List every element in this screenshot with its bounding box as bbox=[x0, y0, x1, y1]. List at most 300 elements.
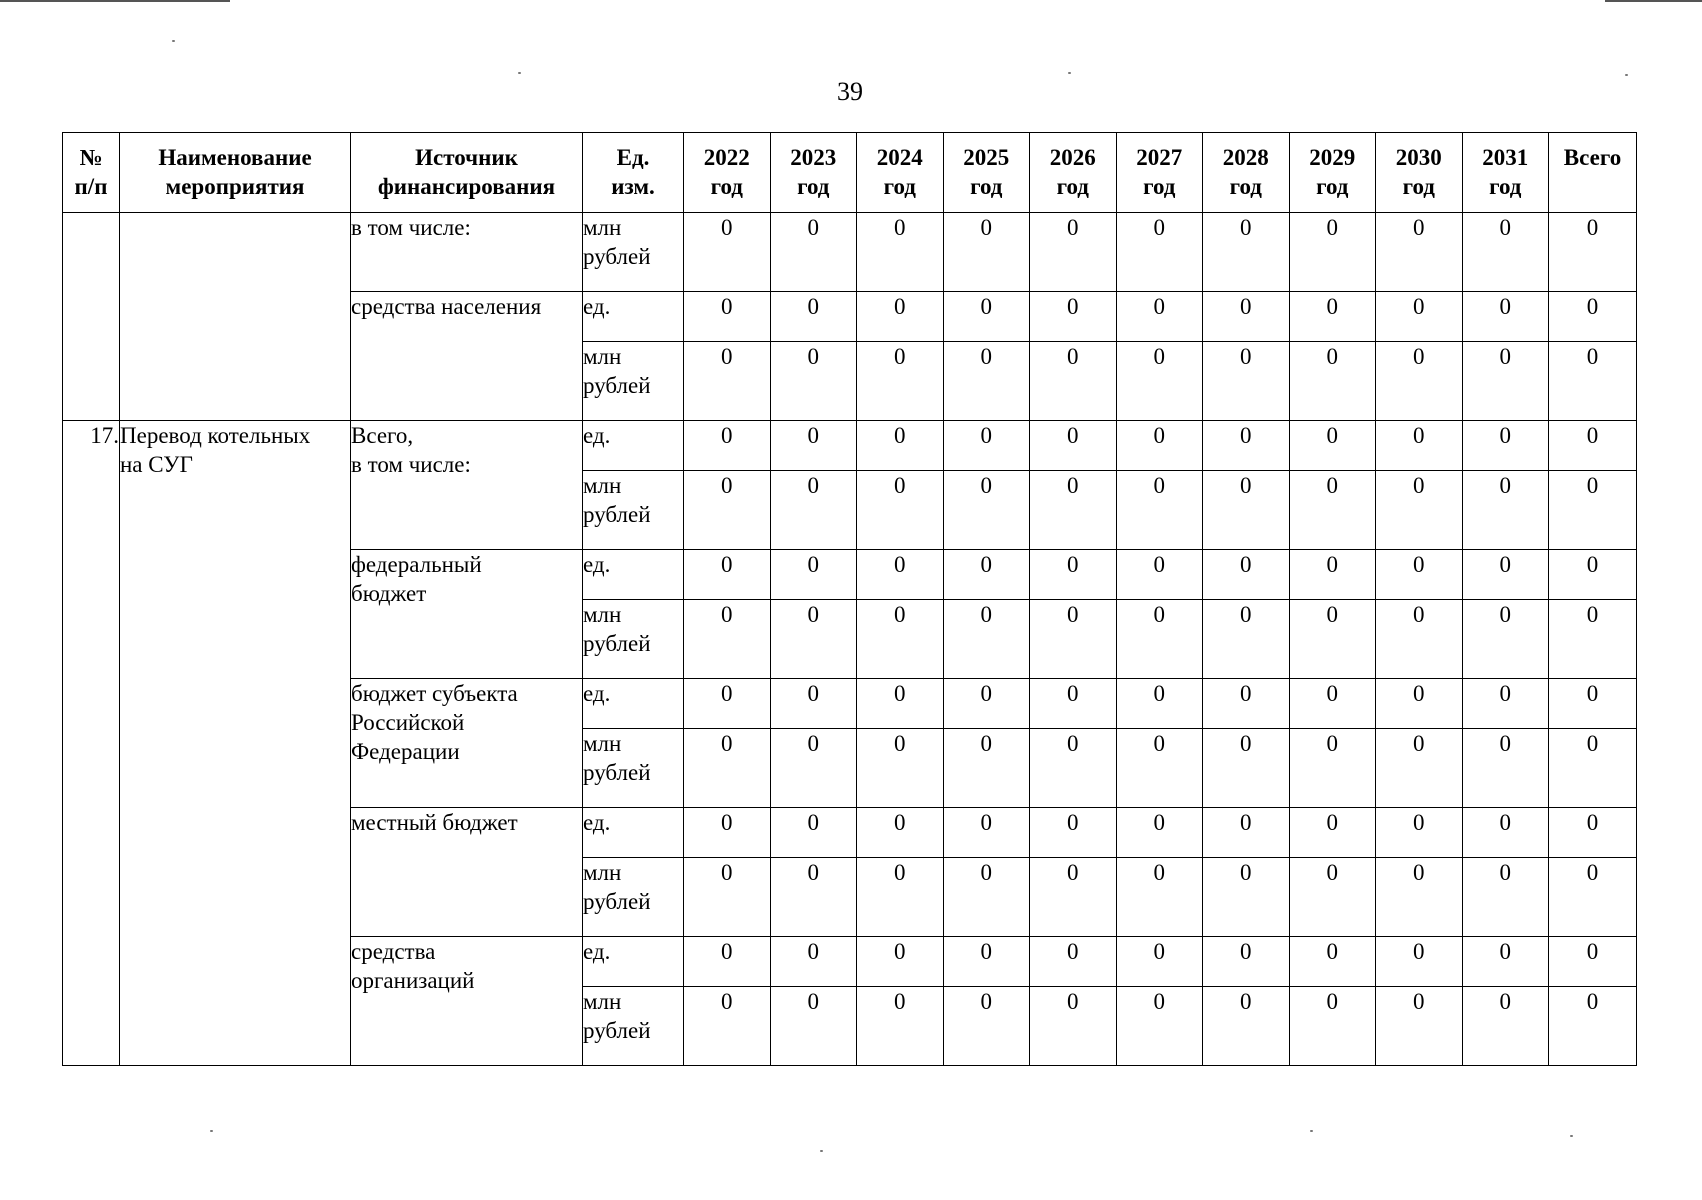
unit-cell bbox=[583, 679, 684, 729]
year-value-cell-text: 0 bbox=[1499, 215, 1511, 240]
year-value-cell-text: 0 bbox=[1240, 939, 1252, 964]
year-value-cell bbox=[1289, 808, 1376, 858]
year-value-cell bbox=[1462, 937, 1549, 987]
year-value-cell bbox=[684, 937, 771, 987]
unit-cell-text: млн рублей bbox=[583, 473, 651, 527]
year-value-cell bbox=[770, 550, 857, 600]
year-value-cell bbox=[1289, 421, 1376, 471]
year-value-cell-text: 0 bbox=[807, 215, 819, 240]
year-value-cell-text: 0 bbox=[980, 215, 992, 240]
year-value-cell-text: 0 bbox=[1153, 552, 1165, 577]
year-value-cell bbox=[1376, 600, 1463, 679]
year-value-cell-text: 0 bbox=[894, 681, 906, 706]
year-value-cell-text: 0 bbox=[1413, 860, 1425, 885]
year-value-cell-text: 0 bbox=[1240, 423, 1252, 448]
year-value-cell bbox=[1116, 987, 1203, 1066]
year-value-cell-text: 0 bbox=[980, 989, 992, 1014]
year-value-cell bbox=[857, 937, 944, 987]
year-value-cell-text: 0 bbox=[1326, 423, 1338, 448]
year-value-cell bbox=[684, 471, 771, 550]
year-value-cell bbox=[1116, 600, 1203, 679]
name-cell-empty bbox=[120, 213, 351, 421]
scan-speck bbox=[210, 1130, 213, 1132]
year-value-cell-text: 0 bbox=[1326, 552, 1338, 577]
year-value-cell bbox=[1203, 421, 1290, 471]
year-value-cell bbox=[1203, 550, 1290, 600]
total-value-cell bbox=[1549, 342, 1637, 421]
unit-cell-text: млн рублей bbox=[583, 602, 651, 656]
year-value-cell-text: 0 bbox=[721, 344, 733, 369]
year-value-cell bbox=[1203, 679, 1290, 729]
year-value-cell-text: 0 bbox=[721, 602, 733, 627]
year-value-cell bbox=[684, 292, 771, 342]
year-value-cell-text: 0 bbox=[721, 552, 733, 577]
year-value-cell-text: 0 bbox=[894, 731, 906, 756]
year-value-cell-text: 0 bbox=[1153, 602, 1165, 627]
year-value-cell bbox=[1203, 471, 1290, 550]
year-value-cell-text: 0 bbox=[1413, 473, 1425, 498]
source-cell bbox=[351, 292, 583, 421]
year-value-cell-text: 0 bbox=[721, 473, 733, 498]
year-value-cell-text: 0 bbox=[1499, 939, 1511, 964]
year-value-cell bbox=[857, 729, 944, 808]
year-value-cell bbox=[857, 858, 944, 937]
header-year: 2022 год bbox=[684, 133, 771, 213]
year-value-cell-text: 0 bbox=[1153, 215, 1165, 240]
scan-speck bbox=[1625, 74, 1628, 76]
year-value-cell-text: 0 bbox=[1499, 344, 1511, 369]
year-value-cell-text: 0 bbox=[980, 860, 992, 885]
year-value-cell-text: 0 bbox=[1153, 731, 1165, 756]
year-value-cell bbox=[943, 471, 1030, 550]
total-value-cell-text: 0 bbox=[1586, 215, 1599, 240]
year-value-cell-text: 0 bbox=[1240, 860, 1252, 885]
header-source: Источник финансирования bbox=[351, 133, 583, 213]
year-value-cell-text: 0 bbox=[1499, 473, 1511, 498]
year-value-cell bbox=[1203, 937, 1290, 987]
year-value-cell bbox=[1376, 213, 1463, 292]
unit-cell bbox=[583, 421, 684, 471]
scan-top-rule-right bbox=[1605, 0, 1702, 2]
total-value-cell bbox=[1549, 600, 1637, 679]
year-value-cell-text: 0 bbox=[807, 423, 819, 448]
unit-cell bbox=[583, 292, 684, 342]
year-value-cell-text: 0 bbox=[894, 602, 906, 627]
year-value-cell-text: 0 bbox=[980, 939, 992, 964]
year-value-cell bbox=[1462, 729, 1549, 808]
year-value-cell bbox=[943, 600, 1030, 679]
year-value-cell bbox=[857, 421, 944, 471]
header-year: 2030 год bbox=[1376, 133, 1463, 213]
year-value-cell bbox=[770, 987, 857, 1066]
year-value-cell bbox=[857, 679, 944, 729]
total-value-cell bbox=[1549, 808, 1637, 858]
source-cell-text: в том числе: bbox=[351, 215, 471, 240]
year-value-cell-text: 0 bbox=[1326, 810, 1338, 835]
year-value-cell bbox=[684, 342, 771, 421]
year-value-cell-text: 0 bbox=[894, 215, 906, 240]
year-value-cell bbox=[1376, 292, 1463, 342]
year-value-cell bbox=[1462, 342, 1549, 421]
header-row bbox=[63, 133, 1637, 213]
year-value-cell bbox=[943, 858, 1030, 937]
year-value-cell bbox=[1116, 729, 1203, 808]
year-value-cell-text: 0 bbox=[721, 989, 733, 1014]
year-value-cell bbox=[1203, 858, 1290, 937]
year-value-cell-text: 0 bbox=[1499, 294, 1511, 319]
year-value-cell bbox=[943, 342, 1030, 421]
year-value-cell bbox=[1203, 729, 1290, 808]
total-value-cell bbox=[1549, 937, 1637, 987]
year-value-cell bbox=[857, 213, 944, 292]
year-value-cell-text: 0 bbox=[1499, 602, 1511, 627]
year-value-cell-text: 0 bbox=[1153, 860, 1165, 885]
total-value-cell-text: 0 bbox=[1586, 939, 1599, 964]
year-value-cell-text: 0 bbox=[1326, 989, 1338, 1014]
unit-cell bbox=[583, 600, 684, 679]
year-value-cell bbox=[943, 679, 1030, 729]
year-value-cell bbox=[1030, 679, 1117, 729]
year-value-cell-text: 0 bbox=[807, 810, 819, 835]
year-value-cell-text: 0 bbox=[1413, 215, 1425, 240]
header-year: 2024 год bbox=[857, 133, 944, 213]
year-value-cell bbox=[770, 292, 857, 342]
total-value-cell-text: 0 bbox=[1586, 860, 1599, 885]
year-value-cell-text: 0 bbox=[1153, 681, 1165, 706]
year-value-cell bbox=[684, 808, 771, 858]
unit-cell-text: ед. bbox=[583, 681, 611, 706]
year-value-cell-text: 0 bbox=[1240, 989, 1252, 1014]
year-value-cell bbox=[1030, 342, 1117, 421]
year-value-cell bbox=[1289, 729, 1376, 808]
year-value-cell bbox=[1376, 342, 1463, 421]
year-value-cell bbox=[1462, 808, 1549, 858]
year-value-cell-text: 0 bbox=[894, 989, 906, 1014]
year-value-cell-text: 0 bbox=[1240, 681, 1252, 706]
source-cell bbox=[351, 679, 583, 808]
year-value-cell bbox=[1116, 342, 1203, 421]
year-value-cell bbox=[1376, 421, 1463, 471]
header-name: Наименование мероприятия bbox=[120, 133, 351, 213]
year-value-cell bbox=[1462, 858, 1549, 937]
year-value-cell-text: 0 bbox=[1413, 939, 1425, 964]
year-value-cell-text: 0 bbox=[1067, 344, 1079, 369]
year-value-cell bbox=[1376, 679, 1463, 729]
scan-speck bbox=[1068, 72, 1071, 74]
year-value-cell bbox=[1462, 292, 1549, 342]
year-value-cell bbox=[1030, 550, 1117, 600]
unit-cell bbox=[583, 808, 684, 858]
unit-cell bbox=[583, 858, 684, 937]
year-value-cell-text: 0 bbox=[1153, 423, 1165, 448]
year-value-cell-text: 0 bbox=[1067, 681, 1079, 706]
year-value-cell-text: 0 bbox=[1240, 552, 1252, 577]
year-value-cell-text: 0 bbox=[1413, 731, 1425, 756]
year-value-cell bbox=[1289, 292, 1376, 342]
year-value-cell bbox=[857, 808, 944, 858]
header-total: Всего bbox=[1549, 133, 1637, 213]
year-value-cell bbox=[1376, 808, 1463, 858]
year-value-cell bbox=[1376, 937, 1463, 987]
unit-cell-text: ед. bbox=[583, 552, 611, 577]
year-value-cell-text: 0 bbox=[807, 681, 819, 706]
item-number-cell-text: 17. bbox=[90, 423, 119, 448]
unit-cell-text: млн рублей bbox=[583, 989, 651, 1043]
year-value-cell bbox=[857, 600, 944, 679]
year-value-cell-text: 0 bbox=[807, 473, 819, 498]
year-value-cell-text: 0 bbox=[980, 294, 992, 319]
year-value-cell bbox=[684, 421, 771, 471]
year-value-cell bbox=[684, 729, 771, 808]
year-value-cell bbox=[1116, 292, 1203, 342]
year-value-cell-text: 0 bbox=[1499, 552, 1511, 577]
header-year: 2031 год bbox=[1462, 133, 1549, 213]
year-value-cell-text: 0 bbox=[1413, 552, 1425, 577]
year-value-cell-text: 0 bbox=[894, 423, 906, 448]
table-row bbox=[63, 213, 1637, 292]
year-value-cell-text: 0 bbox=[980, 731, 992, 756]
year-value-cell bbox=[684, 213, 771, 292]
total-value-cell-text: 0 bbox=[1586, 473, 1599, 498]
year-value-cell bbox=[857, 550, 944, 600]
financing-table bbox=[62, 132, 1637, 1066]
year-value-cell bbox=[1030, 808, 1117, 858]
year-value-cell bbox=[1376, 550, 1463, 600]
year-value-cell-text: 0 bbox=[1413, 810, 1425, 835]
year-value-cell bbox=[943, 937, 1030, 987]
year-value-cell-text: 0 bbox=[894, 860, 906, 885]
year-value-cell-text: 0 bbox=[807, 989, 819, 1014]
year-value-cell bbox=[1030, 213, 1117, 292]
unit-cell-text: млн рублей bbox=[583, 344, 651, 398]
scan-speck bbox=[820, 1150, 823, 1152]
scan-speck bbox=[172, 40, 175, 42]
year-value-cell bbox=[1030, 600, 1117, 679]
total-value-cell-text: 0 bbox=[1586, 423, 1599, 448]
year-value-cell bbox=[770, 213, 857, 292]
year-value-cell-text: 0 bbox=[1067, 939, 1079, 964]
year-value-cell-text: 0 bbox=[1153, 989, 1165, 1014]
year-value-cell bbox=[1289, 213, 1376, 292]
num-cell-empty bbox=[63, 213, 120, 421]
year-value-cell bbox=[1030, 292, 1117, 342]
year-value-cell-text: 0 bbox=[980, 810, 992, 835]
year-value-cell bbox=[943, 421, 1030, 471]
year-value-cell bbox=[1376, 858, 1463, 937]
year-value-cell-text: 0 bbox=[807, 731, 819, 756]
year-value-cell-text: 0 bbox=[807, 939, 819, 964]
year-value-cell-text: 0 bbox=[1240, 215, 1252, 240]
year-value-cell-text: 0 bbox=[894, 473, 906, 498]
header-year: 2025 год bbox=[943, 133, 1030, 213]
year-value-cell-text: 0 bbox=[1499, 810, 1511, 835]
year-value-cell bbox=[943, 808, 1030, 858]
source-cell bbox=[351, 213, 583, 292]
unit-cell-text: ед. bbox=[583, 423, 611, 448]
year-value-cell bbox=[943, 292, 1030, 342]
year-value-cell-text: 0 bbox=[1067, 473, 1079, 498]
year-value-cell-text: 0 bbox=[1499, 423, 1511, 448]
year-value-cell bbox=[1462, 679, 1549, 729]
year-value-cell bbox=[770, 600, 857, 679]
year-value-cell-text: 0 bbox=[1326, 294, 1338, 319]
year-value-cell-text: 0 bbox=[980, 602, 992, 627]
year-value-cell bbox=[1116, 937, 1203, 987]
year-value-cell-text: 0 bbox=[807, 344, 819, 369]
year-value-cell bbox=[857, 987, 944, 1066]
year-value-cell-text: 0 bbox=[894, 294, 906, 319]
year-value-cell bbox=[1116, 213, 1203, 292]
year-value-cell-text: 0 bbox=[1067, 215, 1079, 240]
unit-cell-text: ед. bbox=[583, 939, 611, 964]
total-value-cell bbox=[1549, 292, 1637, 342]
year-value-cell-text: 0 bbox=[894, 552, 906, 577]
year-value-cell bbox=[1116, 858, 1203, 937]
total-value-cell bbox=[1549, 421, 1637, 471]
source-cell-text: местный бюджет bbox=[351, 810, 518, 835]
year-value-cell-text: 0 bbox=[721, 215, 733, 240]
table-body bbox=[63, 213, 1637, 1066]
header-year: 2029 год bbox=[1289, 133, 1376, 213]
year-value-cell bbox=[1376, 471, 1463, 550]
year-value-cell-text: 0 bbox=[1067, 989, 1079, 1014]
year-value-cell bbox=[1203, 808, 1290, 858]
year-value-cell bbox=[943, 213, 1030, 292]
year-value-cell bbox=[770, 808, 857, 858]
item-number-cell bbox=[63, 421, 120, 1066]
unit-cell-text: млн рублей bbox=[583, 731, 651, 785]
year-value-cell bbox=[1030, 987, 1117, 1066]
total-value-cell-text: 0 bbox=[1586, 344, 1599, 369]
unit-cell bbox=[583, 729, 684, 808]
header-year: 2027 год bbox=[1116, 133, 1203, 213]
total-value-cell-text: 0 bbox=[1586, 552, 1599, 577]
total-value-cell bbox=[1549, 858, 1637, 937]
year-value-cell bbox=[1203, 987, 1290, 1066]
year-value-cell bbox=[770, 471, 857, 550]
year-value-cell bbox=[770, 679, 857, 729]
year-value-cell bbox=[1203, 292, 1290, 342]
year-value-cell bbox=[770, 342, 857, 421]
year-value-cell-text: 0 bbox=[1499, 860, 1511, 885]
total-value-cell bbox=[1549, 213, 1637, 292]
year-value-cell-text: 0 bbox=[1326, 215, 1338, 240]
year-value-cell bbox=[770, 858, 857, 937]
year-value-cell-text: 0 bbox=[807, 552, 819, 577]
year-value-cell bbox=[1289, 600, 1376, 679]
year-value-cell-text: 0 bbox=[980, 344, 992, 369]
year-value-cell-text: 0 bbox=[1067, 423, 1079, 448]
total-value-cell-text: 0 bbox=[1586, 681, 1599, 706]
source-cell-text: Всего, в том числе: bbox=[351, 423, 471, 477]
total-value-cell bbox=[1549, 987, 1637, 1066]
year-value-cell bbox=[1462, 987, 1549, 1066]
year-value-cell-text: 0 bbox=[1413, 423, 1425, 448]
year-value-cell-text: 0 bbox=[1067, 810, 1079, 835]
header-year: 2023 год bbox=[770, 133, 857, 213]
year-value-cell-text: 0 bbox=[1326, 602, 1338, 627]
year-value-cell-text: 0 bbox=[1413, 344, 1425, 369]
year-value-cell bbox=[770, 937, 857, 987]
year-value-cell-text: 0 bbox=[1413, 681, 1425, 706]
year-value-cell-text: 0 bbox=[1067, 552, 1079, 577]
year-value-cell-text: 0 bbox=[1499, 731, 1511, 756]
year-value-cell bbox=[857, 342, 944, 421]
unit-cell-text: ед. bbox=[583, 810, 611, 835]
unit-cell bbox=[583, 471, 684, 550]
year-value-cell bbox=[1116, 471, 1203, 550]
year-value-cell-text: 0 bbox=[1240, 294, 1252, 319]
year-value-cell bbox=[1462, 600, 1549, 679]
source-cell-text: федеральный бюджет bbox=[351, 552, 482, 606]
unit-cell-text: млн рублей bbox=[583, 860, 651, 914]
year-value-cell-text: 0 bbox=[721, 681, 733, 706]
total-value-cell bbox=[1549, 729, 1637, 808]
year-value-cell bbox=[684, 600, 771, 679]
unit-cell bbox=[583, 937, 684, 987]
year-value-cell-text: 0 bbox=[721, 294, 733, 319]
header-year: 2026 год bbox=[1030, 133, 1117, 213]
year-value-cell bbox=[1376, 729, 1463, 808]
year-value-cell-text: 0 bbox=[1153, 344, 1165, 369]
year-value-cell-text: 0 bbox=[1413, 989, 1425, 1014]
scan-speck bbox=[1310, 1130, 1313, 1132]
year-value-cell bbox=[1030, 858, 1117, 937]
year-value-cell-text: 0 bbox=[1067, 294, 1079, 319]
year-value-cell bbox=[770, 729, 857, 808]
total-value-cell bbox=[1549, 471, 1637, 550]
item-name-cell bbox=[120, 421, 351, 1066]
year-value-cell bbox=[1289, 858, 1376, 937]
year-value-cell-text: 0 bbox=[1067, 731, 1079, 756]
source-cell bbox=[351, 937, 583, 1066]
year-value-cell bbox=[684, 987, 771, 1066]
year-value-cell-text: 0 bbox=[807, 602, 819, 627]
table-row bbox=[63, 421, 1637, 471]
year-value-cell-text: 0 bbox=[1326, 939, 1338, 964]
year-value-cell-text: 0 bbox=[721, 939, 733, 964]
year-value-cell-text: 0 bbox=[807, 860, 819, 885]
year-value-cell bbox=[1289, 550, 1376, 600]
year-value-cell-text: 0 bbox=[1413, 602, 1425, 627]
total-value-cell-text: 0 bbox=[1586, 989, 1599, 1014]
total-value-cell bbox=[1549, 550, 1637, 600]
total-value-cell-text: 0 bbox=[1586, 810, 1599, 835]
year-value-cell bbox=[1203, 600, 1290, 679]
year-value-cell bbox=[943, 729, 1030, 808]
year-value-cell bbox=[1030, 421, 1117, 471]
year-value-cell bbox=[1462, 421, 1549, 471]
year-value-cell bbox=[1116, 808, 1203, 858]
year-value-cell-text: 0 bbox=[1499, 989, 1511, 1014]
source-cell bbox=[351, 808, 583, 937]
year-value-cell bbox=[857, 471, 944, 550]
year-value-cell-text: 0 bbox=[894, 939, 906, 964]
unit-cell-text: ед. bbox=[583, 294, 611, 319]
year-value-cell bbox=[1289, 471, 1376, 550]
unit-cell-text: млн рублей bbox=[583, 215, 651, 269]
header-num: № п/п bbox=[63, 133, 120, 213]
year-value-cell-text: 0 bbox=[980, 552, 992, 577]
scan-top-rule-left bbox=[0, 0, 230, 2]
total-value-cell bbox=[1549, 679, 1637, 729]
year-value-cell-text: 0 bbox=[894, 810, 906, 835]
year-value-cell-text: 0 bbox=[980, 473, 992, 498]
scan-speck bbox=[1570, 1135, 1573, 1137]
year-value-cell bbox=[1462, 550, 1549, 600]
year-value-cell-text: 0 bbox=[1153, 810, 1165, 835]
year-value-cell bbox=[1203, 213, 1290, 292]
